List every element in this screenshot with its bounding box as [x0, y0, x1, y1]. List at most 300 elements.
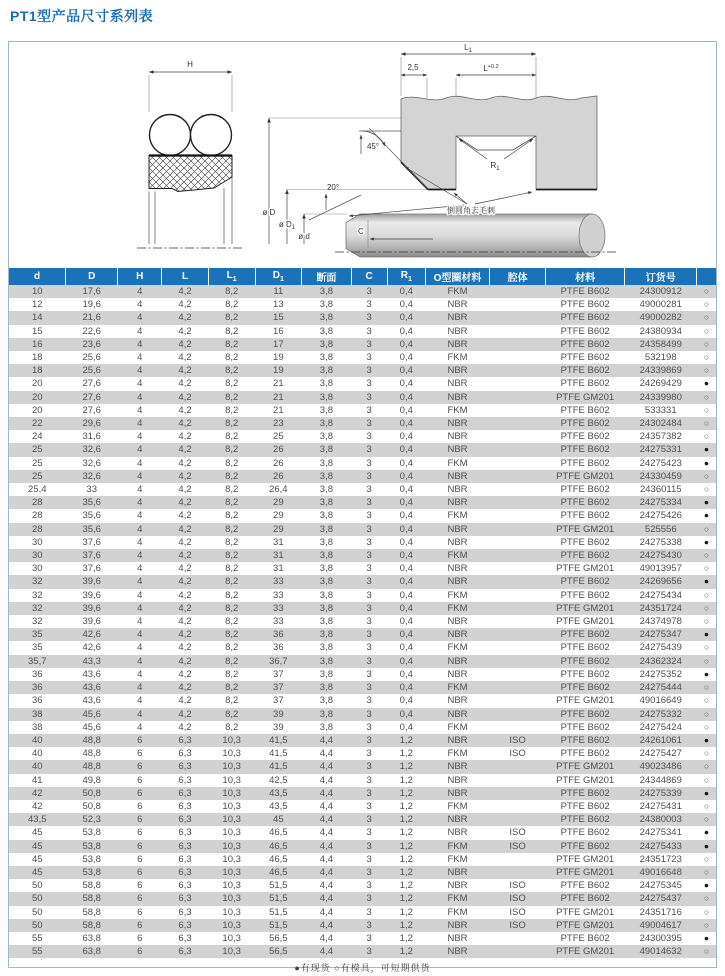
cell: 4,2 [162, 668, 209, 681]
availability-dot: ○ [697, 311, 716, 324]
cell: 10,3 [208, 760, 255, 773]
cell: 4,2 [162, 589, 209, 602]
cell: 8,2 [208, 575, 255, 588]
cell: 49004617 [625, 919, 697, 932]
cell: 29 [255, 523, 302, 536]
cell: 3,8 [302, 721, 351, 734]
cell: 20 [9, 377, 66, 390]
cell: 4 [118, 523, 162, 536]
cell: 4 [118, 325, 162, 338]
cell: 49013957 [625, 562, 697, 575]
cell: 18 [9, 351, 66, 364]
cell: 24275437 [625, 892, 697, 905]
cell [490, 404, 546, 417]
cell: 3,8 [302, 404, 351, 417]
table-row [9, 417, 716, 430]
cell: 46,5 [255, 826, 302, 839]
cell: 3 [351, 404, 387, 417]
cell: 0,4 [387, 404, 425, 417]
table-row [9, 430, 716, 443]
cell: 43,6 [66, 668, 118, 681]
availability-dot: ○ [697, 417, 716, 430]
availability-dot: ○ [697, 641, 716, 654]
cell: 10,3 [208, 774, 255, 787]
cell: FKM [425, 906, 489, 919]
cell: 4,4 [302, 866, 351, 879]
cell: 32 [9, 589, 66, 602]
cell: 24351723 [625, 853, 697, 866]
cell: 10,3 [208, 787, 255, 800]
cell: 56,5 [255, 945, 302, 958]
cell: 25,4 [9, 483, 66, 496]
table-row [9, 932, 716, 945]
table-row [9, 774, 716, 787]
cell: 8,2 [208, 641, 255, 654]
cell: 3 [351, 338, 387, 351]
cell: PTFE GM201 [546, 760, 625, 773]
cell: NBR [425, 298, 489, 311]
cell [490, 443, 546, 456]
cell [490, 602, 546, 615]
cell [490, 721, 546, 734]
cell: 35,6 [66, 509, 118, 522]
cell: PTFE B602 [546, 721, 625, 734]
cell: NBR [425, 879, 489, 892]
cell: NBR [425, 364, 489, 377]
page-title: PT1型产品尺寸系列表 [10, 8, 154, 24]
cell: FKM [425, 589, 489, 602]
cell: 50 [9, 906, 66, 919]
cell: 3,8 [302, 298, 351, 311]
cell: NBR [425, 615, 489, 628]
deburr-note: 倒圆角去毛刺 [447, 206, 495, 215]
cell: 8,2 [208, 391, 255, 404]
availability-dot: ○ [697, 853, 716, 866]
cell: 4,2 [162, 483, 209, 496]
cell: 6 [118, 932, 162, 945]
cell: 31,6 [66, 430, 118, 443]
cell: 3,8 [302, 285, 351, 298]
cell: 42 [9, 800, 66, 813]
cell: NBR [425, 628, 489, 641]
cell: 3,8 [302, 523, 351, 536]
cell [490, 615, 546, 628]
availability-dot: ○ [697, 589, 716, 602]
cell: PTFE GM201 [546, 470, 625, 483]
cell: 0,4 [387, 536, 425, 549]
cell: 58,8 [66, 906, 118, 919]
cell: 4,2 [162, 351, 209, 364]
cell: 37 [255, 694, 302, 707]
cell: 6,3 [162, 840, 209, 853]
table-row [9, 866, 716, 879]
cell: PTFE GM201 [546, 615, 625, 628]
cell: NBR [425, 668, 489, 681]
cell: 1,2 [387, 760, 425, 773]
cell: 4 [118, 536, 162, 549]
cell: 0,4 [387, 430, 425, 443]
cell: 4,2 [162, 602, 209, 615]
cell: 3,8 [302, 694, 351, 707]
cell: 0,4 [387, 443, 425, 456]
o-ring-left [150, 115, 191, 156]
cell: 6,3 [162, 734, 209, 747]
cell: 6,3 [162, 760, 209, 773]
cell: 50,8 [66, 800, 118, 813]
cell: 24380934 [625, 325, 697, 338]
cell: 40 [9, 747, 66, 760]
cell: 6 [118, 734, 162, 747]
cell: 10,3 [208, 945, 255, 958]
cell: 0,4 [387, 470, 425, 483]
cell: 26,4 [255, 483, 302, 496]
cell: 4,2 [162, 377, 209, 390]
cell: 37,6 [66, 549, 118, 562]
cell: 0,4 [387, 509, 425, 522]
cell: 24275431 [625, 800, 697, 813]
table-row [9, 536, 716, 549]
cell: 14 [9, 311, 66, 324]
cell: 20 [9, 404, 66, 417]
cell: 28 [9, 509, 66, 522]
availability-dot: ○ [697, 800, 716, 813]
seal-cross-section [137, 60, 243, 248]
cell: 24275338 [625, 536, 697, 549]
cell: NBR [425, 919, 489, 932]
cell: 4,4 [302, 826, 351, 839]
cell: 42,6 [66, 628, 118, 641]
cell: 29 [255, 496, 302, 509]
cell: 15 [9, 325, 66, 338]
availability-dot: ○ [697, 615, 716, 628]
cell: 3 [351, 470, 387, 483]
availability-dot: ● [697, 879, 716, 892]
cell: 0,4 [387, 311, 425, 324]
cell: 6,3 [162, 853, 209, 866]
cell: 30 [9, 536, 66, 549]
cell: 3 [351, 721, 387, 734]
cell: 3 [351, 787, 387, 800]
cell: 3,8 [302, 536, 351, 549]
cell: 8,2 [208, 311, 255, 324]
cell: 48,8 [66, 760, 118, 773]
cell: 23 [255, 417, 302, 430]
availability-dot: ● [697, 840, 716, 853]
cell: 50,8 [66, 787, 118, 800]
cell: 8,2 [208, 417, 255, 430]
cell: 0,4 [387, 708, 425, 721]
cell: 4,2 [162, 457, 209, 470]
cell: 29 [255, 509, 302, 522]
cell: 4 [118, 615, 162, 628]
table-row [9, 589, 716, 602]
availability-legend: ●有现货 ○有模具，可短期供货 [294, 963, 431, 974]
cell [490, 589, 546, 602]
cell: 43,6 [66, 694, 118, 707]
cell: 4 [118, 351, 162, 364]
cell: 6 [118, 747, 162, 760]
cell: PTFE GM201 [546, 866, 625, 879]
cell: 36,7 [255, 655, 302, 668]
cell: PTFE B602 [546, 840, 625, 853]
cell: 24275332 [625, 708, 697, 721]
cell: 4,2 [162, 708, 209, 721]
cell: 16 [255, 325, 302, 338]
cell: 32,6 [66, 443, 118, 456]
table-row [9, 602, 716, 615]
cell: 4 [118, 681, 162, 694]
cell: 6,3 [162, 813, 209, 826]
availability-dot: ● [697, 536, 716, 549]
cell: 6,3 [162, 826, 209, 839]
cell: 6,3 [162, 945, 209, 958]
cell: 39 [255, 721, 302, 734]
cell: 1,2 [387, 774, 425, 787]
cell: 3 [351, 681, 387, 694]
cell: 42,5 [255, 774, 302, 787]
cell: 24360115 [625, 483, 697, 496]
table-row [9, 575, 716, 588]
availability-dot: ● [697, 377, 716, 390]
cell: 45 [255, 813, 302, 826]
cell [490, 417, 546, 430]
cell: 4 [118, 694, 162, 707]
cell: 4 [118, 457, 162, 470]
cell: 10,3 [208, 853, 255, 866]
cell: 4 [118, 641, 162, 654]
cell [490, 641, 546, 654]
cell: 49000282 [625, 311, 697, 324]
cell: 35,6 [66, 523, 118, 536]
cell: 10,3 [208, 932, 255, 945]
cell: 32 [9, 602, 66, 615]
cell: 0,4 [387, 377, 425, 390]
cell: ISO [490, 919, 546, 932]
cell: 1,2 [387, 826, 425, 839]
cell: 53,8 [66, 826, 118, 839]
cell: 24261061 [625, 734, 697, 747]
cell: 24302484 [625, 417, 697, 430]
rod-end-face [579, 214, 605, 257]
cell: 4 [118, 721, 162, 734]
cell: FKM [425, 509, 489, 522]
cell: 3,8 [302, 589, 351, 602]
cell: 0,4 [387, 589, 425, 602]
cell: 4,2 [162, 285, 209, 298]
cell: 37,6 [66, 536, 118, 549]
cell: 8,2 [208, 298, 255, 311]
cell: 0,4 [387, 562, 425, 575]
cell: 33 [66, 483, 118, 496]
cell: 4,4 [302, 774, 351, 787]
cell: 4 [118, 404, 162, 417]
cell: NBR [425, 774, 489, 787]
availability-dot: ○ [697, 866, 716, 879]
cell: 4,2 [162, 628, 209, 641]
cell: 3,8 [302, 549, 351, 562]
cell: PTFE B602 [546, 734, 625, 747]
availability-dot: ● [697, 787, 716, 800]
cell: 4 [118, 311, 162, 324]
cell: ISO [490, 734, 546, 747]
cell: 3,8 [302, 562, 351, 575]
cell: 3 [351, 443, 387, 456]
cell: 1,2 [387, 932, 425, 945]
availability-dot: ○ [697, 470, 716, 483]
cell: 21 [255, 391, 302, 404]
availability-dot: ● [697, 826, 716, 839]
cell: 45,6 [66, 721, 118, 734]
cell: 3 [351, 760, 387, 773]
cell: 3 [351, 932, 387, 945]
cell: 26 [255, 470, 302, 483]
cell: PTFE B602 [546, 443, 625, 456]
cell [490, 496, 546, 509]
cell: 4,2 [162, 298, 209, 311]
table-row [9, 628, 716, 641]
table-row [9, 945, 716, 958]
cell: 24362324 [625, 655, 697, 668]
cell: 23,6 [66, 338, 118, 351]
cell: 6 [118, 760, 162, 773]
cell: 24275339 [625, 787, 697, 800]
column-header-11: 材料 [546, 268, 625, 285]
cell [490, 325, 546, 338]
cell: NBR [425, 417, 489, 430]
dim-label-R1: $R_1$ [490, 161, 500, 172]
cell: 8,2 [208, 377, 255, 390]
column-header-9: O型圈材料 [425, 268, 489, 285]
availability-dot: ○ [697, 945, 716, 958]
dim-label-dia-D: ø D [262, 208, 276, 217]
cell: 19,6 [66, 298, 118, 311]
cell: FKM [425, 892, 489, 905]
cell: 49,8 [66, 774, 118, 787]
availability-dot: ○ [697, 549, 716, 562]
availability-dot: ○ [697, 721, 716, 734]
table-row [9, 523, 716, 536]
table-row [9, 285, 716, 298]
cell: 8,2 [208, 509, 255, 522]
cell: NBR [425, 694, 489, 707]
cell: 41 [9, 774, 66, 787]
cell: PTFE B602 [546, 628, 625, 641]
cell: 6,3 [162, 787, 209, 800]
cell: 0,4 [387, 351, 425, 364]
cell: 3 [351, 391, 387, 404]
table-row [9, 747, 716, 760]
cell: 3 [351, 813, 387, 826]
cell: 35 [9, 628, 66, 641]
cell: 3,8 [302, 311, 351, 324]
cell: PTFE GM201 [546, 562, 625, 575]
table-row [9, 457, 716, 470]
cell: 3 [351, 906, 387, 919]
cell: 6 [118, 800, 162, 813]
cell: 58,8 [66, 892, 118, 905]
availability-dot: ○ [697, 760, 716, 773]
cell: 0,4 [387, 457, 425, 470]
cell: 26 [255, 457, 302, 470]
cell: FKM [425, 641, 489, 654]
availability-dot: ○ [697, 562, 716, 575]
cell: 28 [9, 523, 66, 536]
cell: 3 [351, 285, 387, 298]
cell: 3,8 [302, 509, 351, 522]
cell [490, 853, 546, 866]
cell: 24339980 [625, 391, 697, 404]
dim-label-C: C [358, 227, 364, 236]
table-row [9, 641, 716, 654]
dimension-table [9, 268, 716, 958]
dimension-table-body [9, 285, 716, 958]
cell: 3 [351, 575, 387, 588]
cell: 8,2 [208, 681, 255, 694]
cell: 3 [351, 351, 387, 364]
cell: 32 [9, 615, 66, 628]
cell: 3 [351, 589, 387, 602]
cell: NBR [425, 377, 489, 390]
cell: PTFE B602 [546, 681, 625, 694]
cell: 53,8 [66, 866, 118, 879]
cell: 532198 [625, 351, 697, 364]
cell: 11 [255, 285, 302, 298]
table-row [9, 298, 716, 311]
cell: 8,2 [208, 536, 255, 549]
dim-label-H: H [187, 60, 193, 69]
cell: 39 [255, 708, 302, 721]
cell: 525556 [625, 523, 697, 536]
cell: 42 [9, 787, 66, 800]
cell: 40 [9, 760, 66, 773]
cell: 39,6 [66, 575, 118, 588]
cell: 3,8 [302, 668, 351, 681]
cell: PTFE B602 [546, 549, 625, 562]
cell: 10 [9, 285, 66, 298]
column-header-8: $R_1$ [387, 268, 425, 285]
cell: NBR [425, 945, 489, 958]
cell: 24380003 [625, 813, 697, 826]
cell: 3 [351, 377, 387, 390]
cell: 3 [351, 628, 387, 641]
cell: PTFE GM201 [546, 906, 625, 919]
availability-dot: ● [697, 443, 716, 456]
table-row [9, 892, 716, 905]
cell: 58,8 [66, 879, 118, 892]
cell: 25,6 [66, 364, 118, 377]
cell: 24275439 [625, 641, 697, 654]
cell: 4 [118, 417, 162, 430]
cell: 533331 [625, 404, 697, 417]
cell: PTFE GM201 [546, 774, 625, 787]
cell: 31 [255, 536, 302, 549]
cell: 3 [351, 734, 387, 747]
cell: 39,6 [66, 602, 118, 615]
cell: 4 [118, 338, 162, 351]
cell: 41,5 [255, 760, 302, 773]
cell: 1,2 [387, 840, 425, 853]
table-row [9, 655, 716, 668]
cell: 4 [118, 549, 162, 562]
cell: 3 [351, 641, 387, 654]
table-row [9, 721, 716, 734]
cell: NBR [425, 523, 489, 536]
seal-installation-diagram [9, 42, 716, 264]
cell: 3 [351, 919, 387, 932]
cell: 36 [255, 641, 302, 654]
cell: PTFE GM201 [546, 391, 625, 404]
availability-dot: ○ [697, 906, 716, 919]
